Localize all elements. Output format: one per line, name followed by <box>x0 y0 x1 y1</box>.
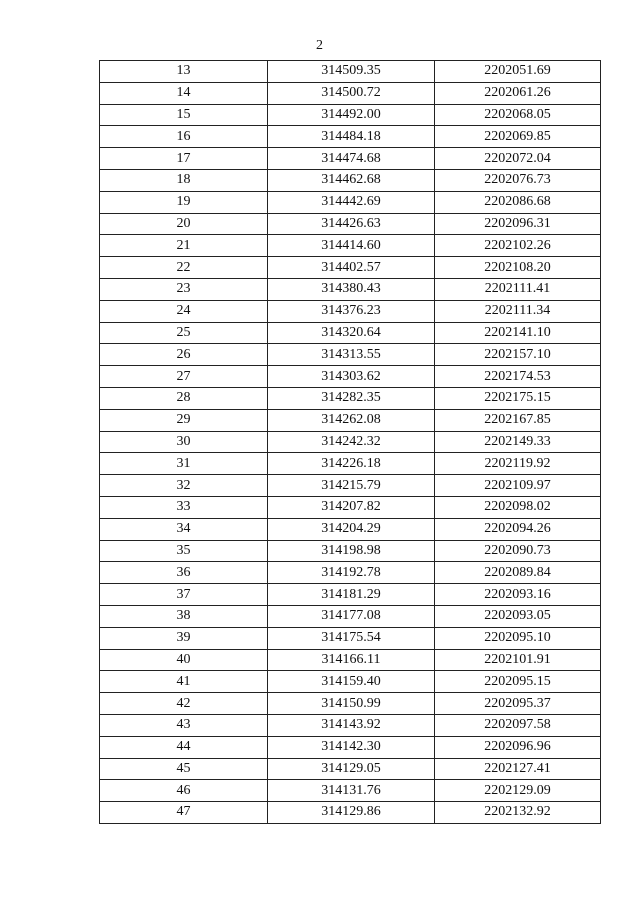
x-coordinate-cell: 314262.08 <box>268 409 435 431</box>
x-coordinate-cell: 314320.64 <box>268 322 435 344</box>
point-number-cell: 21 <box>100 235 268 257</box>
point-number-cell: 43 <box>100 714 268 736</box>
x-coordinate-cell: 314492.00 <box>268 104 435 126</box>
table-row <box>100 300 601 322</box>
point-number-cell: 22 <box>100 257 268 279</box>
table-row <box>100 104 601 126</box>
y-coordinate-cell: 2202069.85 <box>435 126 601 148</box>
point-number-cell: 28 <box>100 387 268 409</box>
table-row <box>100 169 601 191</box>
point-number-cell: 27 <box>100 366 268 388</box>
table-row <box>100 780 601 802</box>
y-coordinate-cell: 2202094.26 <box>435 518 601 540</box>
table-row <box>100 584 601 606</box>
x-coordinate-cell: 314215.79 <box>268 475 435 497</box>
x-coordinate-cell: 314509.35 <box>268 61 435 83</box>
x-coordinate-cell: 314226.18 <box>268 453 435 475</box>
x-coordinate-cell: 314150.99 <box>268 693 435 715</box>
x-coordinate-cell: 314159.40 <box>268 671 435 693</box>
y-coordinate-cell: 2202132.92 <box>435 802 601 824</box>
x-coordinate-cell: 314204.29 <box>268 518 435 540</box>
y-coordinate-cell: 2202076.73 <box>435 169 601 191</box>
y-coordinate-cell: 2202095.10 <box>435 627 601 649</box>
x-coordinate-cell: 314380.43 <box>268 278 435 300</box>
x-coordinate-cell: 314484.18 <box>268 126 435 148</box>
x-coordinate-cell: 314282.35 <box>268 387 435 409</box>
table-row <box>100 475 601 497</box>
coordinates-table-body <box>100 61 601 824</box>
x-coordinate-cell: 314166.11 <box>268 649 435 671</box>
point-number-cell: 19 <box>100 191 268 213</box>
x-coordinate-cell: 314462.68 <box>268 169 435 191</box>
point-number-cell: 42 <box>100 693 268 715</box>
table-row <box>100 518 601 540</box>
x-coordinate-cell: 314500.72 <box>268 82 435 104</box>
point-number-cell: 23 <box>100 278 268 300</box>
page-number: 2 <box>316 38 323 53</box>
point-number-cell: 13 <box>100 61 268 83</box>
x-coordinate-cell: 314207.82 <box>268 496 435 518</box>
table-row <box>100 61 601 83</box>
table-row <box>100 496 601 518</box>
y-coordinate-cell: 2202097.58 <box>435 714 601 736</box>
x-coordinate-cell: 314198.98 <box>268 540 435 562</box>
point-number-cell: 18 <box>100 169 268 191</box>
table-row <box>100 714 601 736</box>
x-coordinate-cell: 314376.23 <box>268 300 435 322</box>
y-coordinate-cell: 2202175.15 <box>435 387 601 409</box>
point-number-cell: 36 <box>100 562 268 584</box>
table-row <box>100 278 601 300</box>
table-row <box>100 235 601 257</box>
y-coordinate-cell: 2202095.15 <box>435 671 601 693</box>
table-row <box>100 627 601 649</box>
x-coordinate-cell: 314474.68 <box>268 148 435 170</box>
x-coordinate-cell: 314181.29 <box>268 584 435 606</box>
y-coordinate-cell: 2202111.34 <box>435 300 601 322</box>
y-coordinate-cell: 2202157.10 <box>435 344 601 366</box>
y-coordinate-cell: 2202096.31 <box>435 213 601 235</box>
point-number-cell: 14 <box>100 82 268 104</box>
y-coordinate-cell: 2202098.02 <box>435 496 601 518</box>
coordinates-table <box>99 60 601 824</box>
y-coordinate-cell: 2202127.41 <box>435 758 601 780</box>
y-coordinate-cell: 2202174.53 <box>435 366 601 388</box>
table-row <box>100 387 601 409</box>
x-coordinate-cell: 314142.30 <box>268 736 435 758</box>
x-coordinate-cell: 314242.32 <box>268 431 435 453</box>
x-coordinate-cell: 314175.54 <box>268 627 435 649</box>
x-coordinate-cell: 314303.62 <box>268 366 435 388</box>
y-coordinate-cell: 2202167.85 <box>435 409 601 431</box>
y-coordinate-cell: 2202086.68 <box>435 191 601 213</box>
table-row <box>100 431 601 453</box>
table-row <box>100 540 601 562</box>
y-coordinate-cell: 2202096.96 <box>435 736 601 758</box>
point-number-cell: 26 <box>100 344 268 366</box>
table-row <box>100 191 601 213</box>
point-number-cell: 41 <box>100 671 268 693</box>
point-number-cell: 47 <box>100 802 268 824</box>
y-coordinate-cell: 2202119.92 <box>435 453 601 475</box>
y-coordinate-cell: 2202129.09 <box>435 780 601 802</box>
point-number-cell: 40 <box>100 649 268 671</box>
point-number-cell: 25 <box>100 322 268 344</box>
x-coordinate-cell: 314129.86 <box>268 802 435 824</box>
y-coordinate-cell: 2202102.26 <box>435 235 601 257</box>
point-number-cell: 34 <box>100 518 268 540</box>
table-row <box>100 453 601 475</box>
y-coordinate-cell: 2202111.41 <box>435 278 601 300</box>
x-coordinate-cell: 314129.05 <box>268 758 435 780</box>
y-coordinate-cell: 2202108.20 <box>435 257 601 279</box>
x-coordinate-cell: 314426.63 <box>268 213 435 235</box>
y-coordinate-cell: 2202051.69 <box>435 61 601 83</box>
table-row <box>100 82 601 104</box>
point-number-cell: 16 <box>100 126 268 148</box>
point-number-cell: 15 <box>100 104 268 126</box>
table-row <box>100 693 601 715</box>
y-coordinate-cell: 2202095.37 <box>435 693 601 715</box>
x-coordinate-cell: 314131.76 <box>268 780 435 802</box>
point-number-cell: 44 <box>100 736 268 758</box>
table-row <box>100 213 601 235</box>
x-coordinate-cell: 314177.08 <box>268 605 435 627</box>
point-number-cell: 32 <box>100 475 268 497</box>
table-row <box>100 671 601 693</box>
x-coordinate-cell: 314414.60 <box>268 235 435 257</box>
x-coordinate-cell: 314402.57 <box>268 257 435 279</box>
x-coordinate-cell: 314442.69 <box>268 191 435 213</box>
table-row <box>100 344 601 366</box>
point-number-cell: 46 <box>100 780 268 802</box>
point-number-cell: 39 <box>100 627 268 649</box>
point-number-cell: 29 <box>100 409 268 431</box>
table-row <box>100 366 601 388</box>
table-row <box>100 126 601 148</box>
table-row <box>100 562 601 584</box>
point-number-cell: 37 <box>100 584 268 606</box>
y-coordinate-cell: 2202061.26 <box>435 82 601 104</box>
x-coordinate-cell: 314192.78 <box>268 562 435 584</box>
point-number-cell: 31 <box>100 453 268 475</box>
table-row <box>100 736 601 758</box>
y-coordinate-cell: 2202149.33 <box>435 431 601 453</box>
y-coordinate-cell: 2202068.05 <box>435 104 601 126</box>
y-coordinate-cell: 2202141.10 <box>435 322 601 344</box>
table-row <box>100 802 601 824</box>
point-number-cell: 30 <box>100 431 268 453</box>
y-coordinate-cell: 2202093.16 <box>435 584 601 606</box>
table-row <box>100 605 601 627</box>
point-number-cell: 33 <box>100 496 268 518</box>
table-row <box>100 322 601 344</box>
point-number-cell: 20 <box>100 213 268 235</box>
x-coordinate-cell: 314313.55 <box>268 344 435 366</box>
table-row <box>100 148 601 170</box>
table-row <box>100 409 601 431</box>
y-coordinate-cell: 2202072.04 <box>435 148 601 170</box>
table-row <box>100 649 601 671</box>
y-coordinate-cell: 2202101.91 <box>435 649 601 671</box>
table-row <box>100 257 601 279</box>
point-number-cell: 45 <box>100 758 268 780</box>
point-number-cell: 17 <box>100 148 268 170</box>
y-coordinate-cell: 2202109.97 <box>435 475 601 497</box>
table-row <box>100 758 601 780</box>
point-number-cell: 38 <box>100 605 268 627</box>
point-number-cell: 24 <box>100 300 268 322</box>
x-coordinate-cell: 314143.92 <box>268 714 435 736</box>
y-coordinate-cell: 2202093.05 <box>435 605 601 627</box>
y-coordinate-cell: 2202090.73 <box>435 540 601 562</box>
point-number-cell: 35 <box>100 540 268 562</box>
y-coordinate-cell: 2202089.84 <box>435 562 601 584</box>
